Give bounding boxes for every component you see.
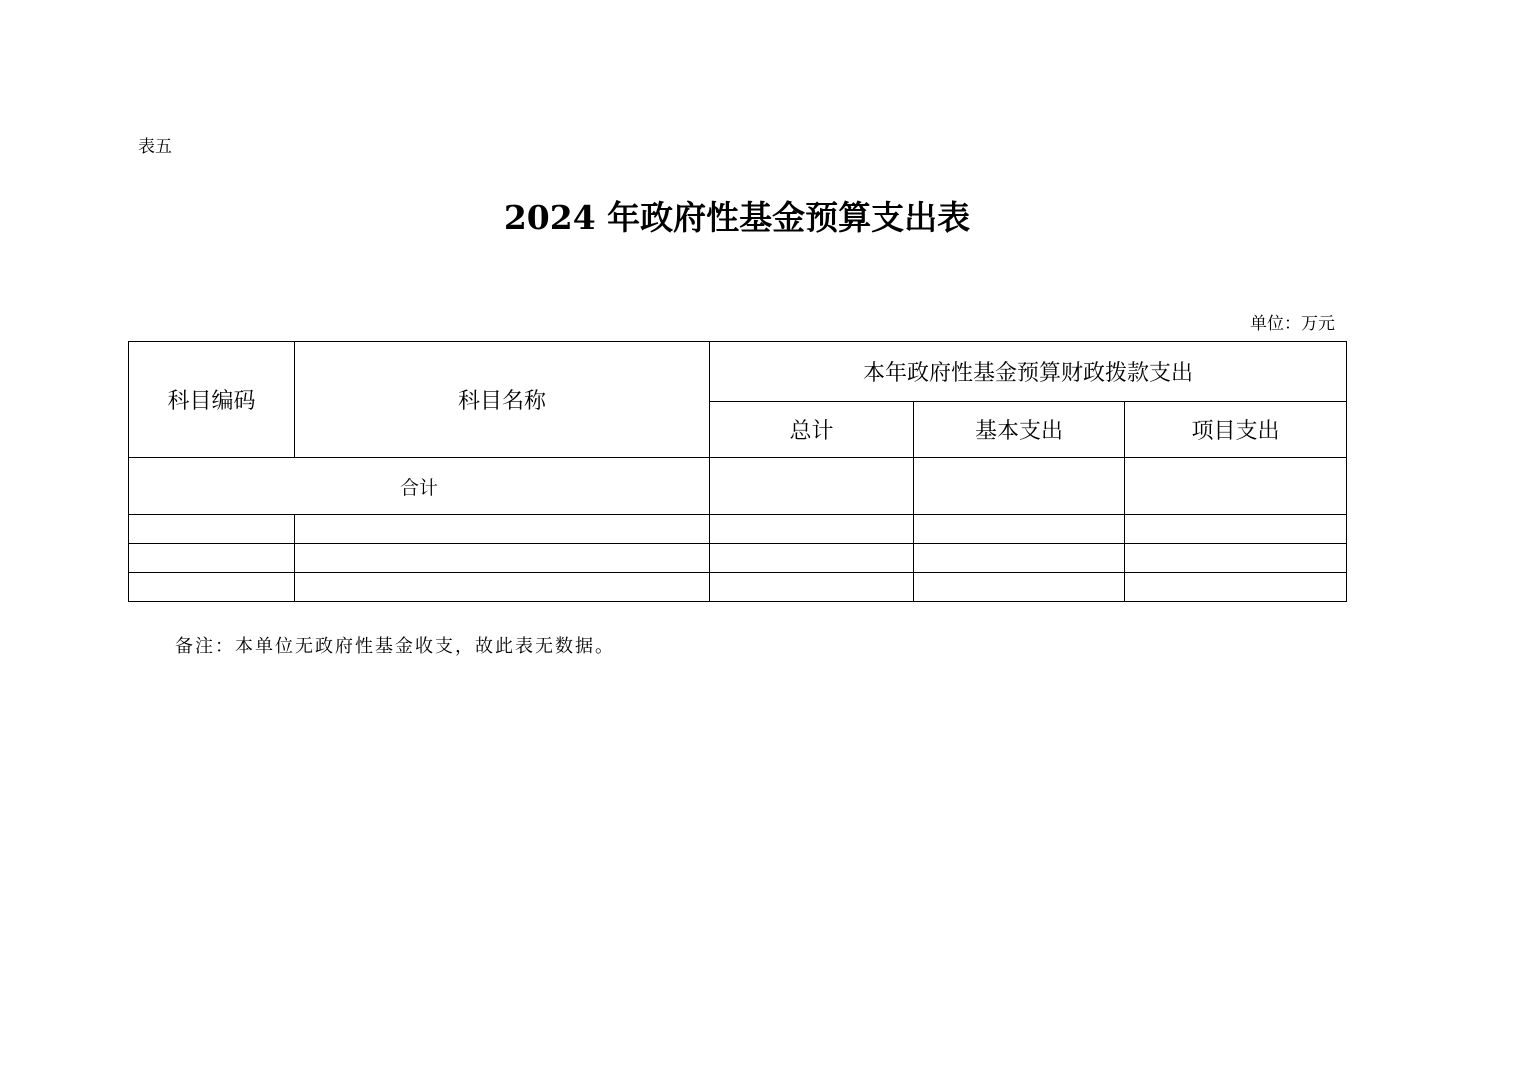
column-group-header: 本年政府性基金预算财政拨款支出 — [710, 342, 1347, 402]
table-row — [129, 544, 1347, 573]
table-cell — [295, 544, 710, 573]
table-cell — [914, 544, 1125, 573]
total-cell — [914, 458, 1125, 515]
unit-label: 单位：万元 — [1250, 314, 1335, 334]
total-label: 合计 — [129, 458, 710, 515]
table-cell — [710, 544, 914, 573]
table-cell — [710, 515, 914, 544]
table-row — [129, 573, 1347, 602]
total-cell — [710, 458, 914, 515]
table-cell — [295, 515, 710, 544]
column-header-project: 项目支出 — [1125, 402, 1347, 458]
table-header-row — [129, 342, 1347, 402]
table-cell — [1125, 573, 1347, 602]
table-cell — [129, 515, 295, 544]
budget-expenditure-table — [128, 341, 1347, 602]
table-cell — [1125, 515, 1347, 544]
column-header-code: 科目编码 — [129, 342, 295, 458]
footnote: 备注：本单位无政府性基金收支，故此表无数据。 — [175, 636, 615, 657]
table-cell — [1125, 544, 1347, 573]
column-header-name: 科目名称 — [295, 342, 710, 458]
table-cell — [129, 573, 295, 602]
column-header-total: 总计 — [710, 402, 914, 458]
column-header-basic: 基本支出 — [914, 402, 1125, 458]
table-cell — [295, 573, 710, 602]
page-title: 2024 年政府性基金预算支出表 — [503, 198, 971, 237]
total-row — [129, 458, 1347, 515]
table-cell — [914, 515, 1125, 544]
total-cell — [1125, 458, 1347, 515]
table-cell — [914, 573, 1125, 602]
table-cell — [129, 544, 295, 573]
table-cell — [710, 573, 914, 602]
table-row — [129, 515, 1347, 544]
table-number-label: 表五 — [138, 137, 172, 157]
